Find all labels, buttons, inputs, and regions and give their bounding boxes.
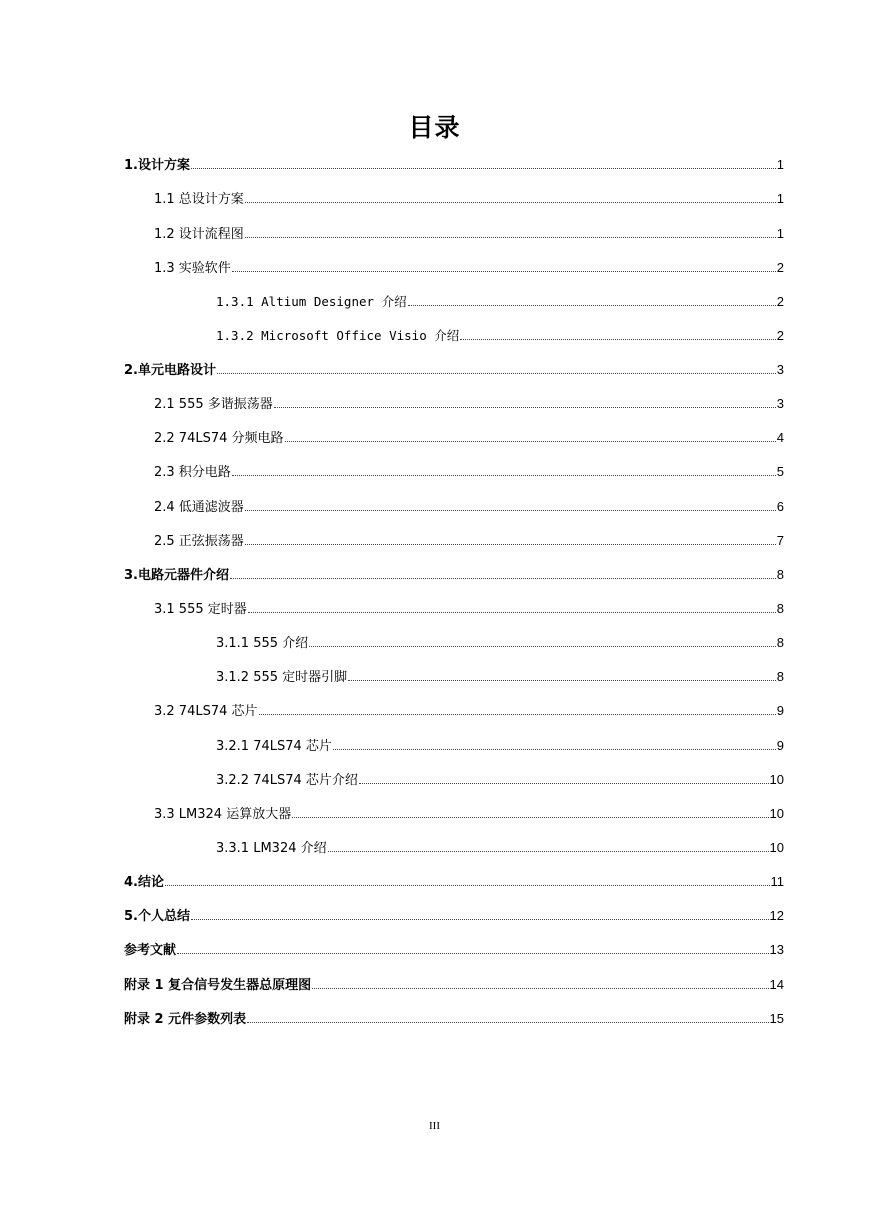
toc-entry[interactable] — [154, 701, 784, 721]
dot-leader — [230, 577, 776, 579]
dot-leader — [309, 645, 776, 647]
toc-entry-label: 1.3.2 Microsoft Office Visio 介绍 — [216, 328, 460, 343]
toc-entry-page: 1 — [776, 191, 784, 206]
dot-leader — [247, 1021, 768, 1023]
toc-entry[interactable] — [154, 804, 784, 824]
toc-entry[interactable] — [124, 360, 784, 380]
toc-entry-page: 9 — [776, 738, 784, 753]
toc-entry-page: 2 — [776, 328, 784, 343]
toc-entry-label: 1.设计方案 — [124, 158, 190, 173]
toc-entry[interactable] — [124, 906, 784, 926]
toc-entry-page: 11 — [770, 874, 784, 889]
toc-entry-page: 6 — [776, 499, 784, 514]
toc-entry-page: 1 — [776, 157, 784, 172]
toc-entry-label: 2.1 555 多谐振荡器 — [154, 397, 273, 412]
toc-entry[interactable] — [154, 224, 784, 244]
toc-entry[interactable] — [124, 872, 784, 892]
toc-entry[interactable] — [124, 155, 784, 175]
toc-entry[interactable] — [216, 736, 784, 756]
dot-leader — [359, 782, 769, 784]
toc-entry-label: 3.1.1 555 介绍 — [216, 636, 309, 651]
toc-entry[interactable] — [154, 189, 784, 209]
dot-leader — [245, 543, 776, 545]
dot-leader — [177, 952, 769, 954]
dot-leader — [259, 713, 776, 715]
toc-entry-page: 4 — [776, 430, 784, 445]
toc-entry[interactable] — [216, 633, 784, 653]
page-number: III — [429, 1120, 440, 1132]
dot-leader — [328, 850, 769, 852]
toc-entry[interactable] — [154, 258, 784, 278]
toc-entry-label: 3.3 LM324 运算放大器 — [154, 807, 292, 822]
toc-entry-label: 1.2 设计流程图 — [154, 227, 244, 242]
toc-entry-page: 3 — [776, 396, 784, 411]
dot-leader — [408, 304, 776, 306]
toc-entry-page: 2 — [776, 260, 784, 275]
dot-leader — [312, 987, 768, 989]
dot-leader — [245, 201, 776, 203]
toc-entry-page: 14 — [769, 977, 784, 992]
toc-entry-page: 8 — [776, 669, 784, 684]
toc-entry-label: 3.2.1 74LS74 芯片 — [216, 739, 332, 754]
toc-entry-label: 1.3.1 Altium Designer 介绍 — [216, 294, 407, 309]
dot-leader — [292, 816, 768, 818]
dot-leader — [232, 474, 776, 476]
toc-entry[interactable] — [154, 394, 784, 414]
toc-entry[interactable] — [154, 428, 784, 448]
toc-entry-label: 2.4 低通滤波器 — [154, 500, 244, 515]
toc-entry-page: 15 — [769, 1011, 784, 1026]
toc-entry[interactable] — [154, 462, 784, 482]
toc-entry[interactable] — [124, 940, 784, 960]
dot-leader — [191, 918, 769, 920]
toc-entry[interactable] — [154, 599, 784, 619]
toc-entry-page: 5 — [776, 464, 784, 479]
toc-entry[interactable] — [124, 975, 784, 995]
toc-entry-label: 2.2 74LS74 分频电路 — [154, 431, 284, 446]
toc-entry-label: 2.单元电路设计 — [124, 363, 216, 378]
toc-entry-page: 10 — [769, 806, 784, 821]
toc-entry[interactable] — [124, 1009, 784, 1029]
toc-entry-label: 附录 2 元件参数列表 — [124, 1012, 247, 1027]
dot-leader — [348, 679, 776, 681]
toc-entry-label: 参考文献 — [124, 943, 177, 958]
toc-entry[interactable] — [154, 497, 784, 517]
toc-entry-label: 3.3.1 LM324 介绍 — [216, 841, 327, 856]
toc-entry[interactable] — [216, 770, 784, 790]
toc-entry-label: 2.3 积分电路 — [154, 465, 231, 480]
toc-entry[interactable] — [216, 838, 784, 858]
toc-entry-page: 13 — [769, 942, 784, 957]
toc-entry-page: 10 — [769, 840, 784, 855]
dot-leader — [285, 440, 776, 442]
page-title: 目录 — [408, 113, 461, 142]
toc-entry[interactable] — [216, 326, 784, 346]
toc-entry-label: 1.1 总设计方案 — [154, 192, 244, 207]
toc-entry-page: 2 — [776, 294, 784, 309]
toc-entry-label: 3.2 74LS74 芯片 — [154, 704, 258, 719]
toc-entry-page: 9 — [776, 703, 784, 718]
dot-leader — [245, 236, 776, 238]
dot-leader — [232, 270, 776, 272]
toc-entry-label: 3.电路元器件介绍 — [124, 568, 229, 583]
toc-entry-page: 8 — [776, 601, 784, 616]
dot-leader — [248, 611, 776, 613]
toc-entry-page: 12 — [769, 908, 784, 923]
toc-entry-page: 3 — [776, 362, 784, 377]
toc-entry-page: 10 — [769, 772, 784, 787]
toc-entry-label: 2.5 正弦振荡器 — [154, 534, 244, 549]
toc-entry-page: 8 — [776, 567, 784, 582]
toc-entry-page: 8 — [776, 635, 784, 650]
toc-entry-label: 3.2.2 74LS74 芯片介绍 — [216, 773, 358, 788]
toc-entry-label: 4.结论 — [124, 875, 164, 890]
dot-leader — [460, 338, 776, 340]
toc-entry-page: 7 — [776, 533, 784, 548]
dot-leader — [191, 167, 776, 169]
toc-entry[interactable] — [216, 292, 784, 312]
dot-leader — [217, 372, 776, 374]
toc-entry-label: 1.3 实验软件 — [154, 261, 231, 276]
toc-entry-label: 5.个人总结 — [124, 909, 190, 924]
toc-entry-page: 1 — [776, 226, 784, 241]
toc-entry[interactable] — [216, 667, 784, 687]
toc-entry-label: 附录 1 复合信号发生器总原理图 — [124, 978, 312, 993]
dot-leader — [165, 884, 770, 886]
toc-entry-label: 3.1 555 定时器 — [154, 602, 247, 617]
dot-leader — [245, 509, 776, 511]
dot-leader — [333, 748, 776, 750]
toc-entry[interactable] — [124, 565, 784, 585]
toc-entry[interactable] — [154, 531, 784, 551]
toc-entry-label: 3.1.2 555 定时器引脚 — [216, 670, 348, 685]
dot-leader — [274, 406, 776, 408]
